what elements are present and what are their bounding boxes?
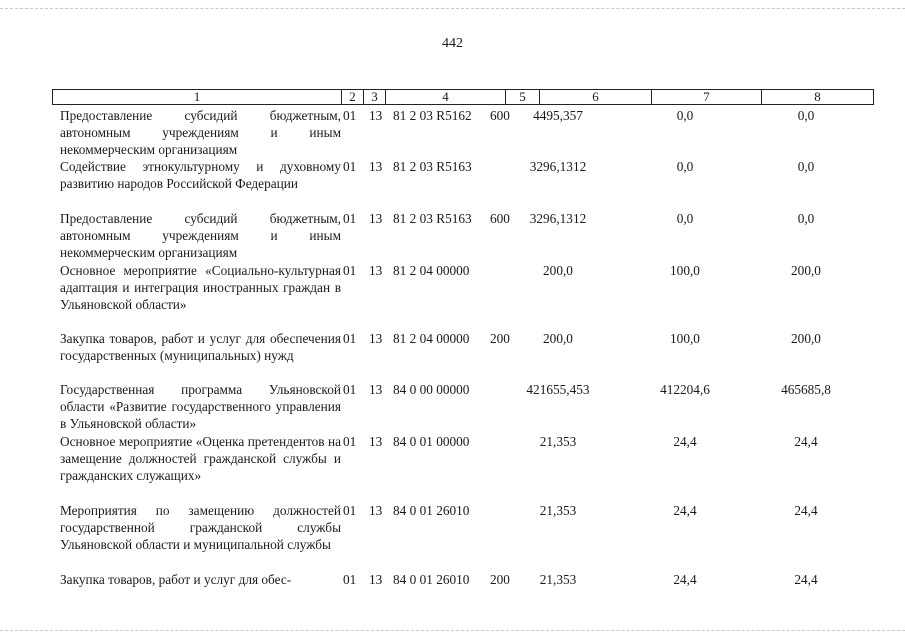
row-amount-8: 465685,8	[781, 382, 831, 397]
row-amount-7: 24,4	[673, 434, 697, 449]
row-target-code: 84 0 00 00000	[393, 382, 470, 397]
row-section: 01	[343, 108, 357, 123]
row-amount-7: 412204,6	[660, 382, 710, 397]
row-name: Закупка товаров, работ и услуг для обеспечения государственных (муниципальных) нужд	[60, 331, 341, 363]
table-row	[52, 381, 873, 433]
row-target-code: 81 2 04 00000	[393, 263, 470, 278]
row-section: 01	[343, 159, 357, 174]
row-target-code: 84 0 01 26010	[393, 572, 470, 587]
column-header-2: 2	[342, 90, 364, 105]
scan-bottom-edge	[0, 630, 905, 632]
row-subsection: 13	[369, 382, 383, 397]
column-header-row	[53, 90, 874, 105]
column-header-6: 6	[540, 90, 652, 105]
row-name: Основное мероприятие «Оценка претендентов на замещение должностей гражданской службы и гражданских служащих»	[60, 434, 341, 483]
row-subsection: 13	[369, 572, 383, 587]
column-header-5: 5	[506, 90, 540, 105]
row-amount-8: 24,4	[794, 503, 818, 518]
row-expense-type: 200	[490, 572, 510, 587]
column-header-7: 7	[652, 90, 762, 105]
row-name: Государственная программа Ульяновской области «Развитие государственного управления в Ульяновской области»	[60, 382, 341, 431]
row-amount-6: 200,0	[543, 331, 573, 346]
row-amount-6: 21,353	[539, 572, 577, 587]
row-section: 01	[343, 434, 357, 449]
row-subsection: 13	[369, 503, 383, 518]
scan-top-edge	[0, 8, 905, 10]
table-row	[52, 433, 873, 502]
table-row	[52, 330, 873, 381]
row-expense-type: 600	[490, 211, 510, 226]
row-subsection: 13	[369, 108, 383, 123]
row-amount-6: 21,353	[539, 434, 577, 449]
row-amount-8: 200,0	[791, 263, 821, 278]
row-target-code: 81 2 04 00000	[393, 331, 470, 346]
row-target-code: 81 2 03 R5163	[393, 211, 472, 226]
row-amount-8: 0,0	[797, 159, 815, 174]
table-row	[52, 107, 873, 158]
row-amount-8: 24,4	[794, 572, 818, 587]
row-amount-6: 3296,1312	[529, 159, 587, 174]
table-row	[52, 158, 873, 210]
row-expense-type: 200	[490, 331, 510, 346]
row-section: 01	[343, 263, 357, 278]
row-section: 01	[343, 211, 357, 226]
row-amount-8: 24,4	[794, 434, 818, 449]
column-header-1: 1	[53, 90, 342, 105]
page-number: 442	[442, 36, 463, 51]
row-subsection: 13	[369, 434, 383, 449]
column-header-table	[52, 89, 874, 105]
row-amount-7: 0,0	[676, 211, 694, 226]
row-subsection: 13	[369, 211, 383, 226]
row-amount-7: 0,0	[676, 159, 694, 174]
row-target-code: 81 2 03 R5162	[393, 108, 472, 123]
row-subsection: 13	[369, 331, 383, 346]
table-row	[52, 502, 873, 571]
budget-table-body	[52, 107, 873, 591]
row-subsection: 13	[369, 263, 383, 278]
row-amount-8: 200,0	[791, 331, 821, 346]
row-name: Предоставление субсидий бюджетным, автономным учреждениям и иным некоммерческим организациям	[60, 108, 341, 157]
table-row	[52, 571, 873, 591]
column-header-8: 8	[762, 90, 874, 105]
row-amount-7: 24,4	[673, 572, 697, 587]
table-row	[52, 210, 873, 262]
row-amount-8: 0,0	[797, 211, 815, 226]
row-name: Содействие этнокультурному и духовному развитию народов Российской Федерации	[60, 159, 341, 191]
row-amount-6: 421655,453	[526, 382, 590, 397]
column-header-4: 4	[386, 90, 506, 105]
row-name: Мероприятия по замещению должностей государственной гражданской службы Ульяновской области и муниципальной службы	[60, 503, 341, 552]
row-section: 01	[343, 331, 357, 346]
row-section: 01	[343, 572, 357, 587]
row-name: Предоставление субсидий бюджетным, автономным учреждениям и иным некоммерческим организациям	[60, 211, 341, 260]
row-section: 01	[343, 503, 357, 518]
row-amount-6: 21,353	[539, 503, 577, 518]
row-amount-7: 24,4	[673, 503, 697, 518]
row-section: 01	[343, 382, 357, 397]
row-target-code: 84 0 01 00000	[393, 434, 470, 449]
row-name: Основное мероприятие «Социально-культурная адаптация и интеграция иностранных граждан в Ульяновской области»	[60, 263, 341, 312]
row-subsection: 13	[369, 159, 383, 174]
row-amount-7: 100,0	[670, 263, 700, 278]
row-amount-7: 100,0	[670, 331, 700, 346]
row-amount-6: 200,0	[543, 263, 573, 278]
row-target-code: 81 2 03 R5163	[393, 159, 472, 174]
row-amount-8: 0,0	[797, 108, 815, 123]
row-amount-6: 3296,1312	[529, 211, 587, 226]
row-amount-6: 4495,357	[533, 108, 583, 123]
row-name: Закупка товаров, работ и услуг для обес-	[60, 572, 292, 587]
row-amount-7: 0,0	[676, 108, 694, 123]
row-expense-type: 600	[490, 108, 510, 123]
row-target-code: 84 0 01 26010	[393, 503, 470, 518]
table-row	[52, 262, 873, 330]
column-header-3: 3	[364, 90, 386, 105]
